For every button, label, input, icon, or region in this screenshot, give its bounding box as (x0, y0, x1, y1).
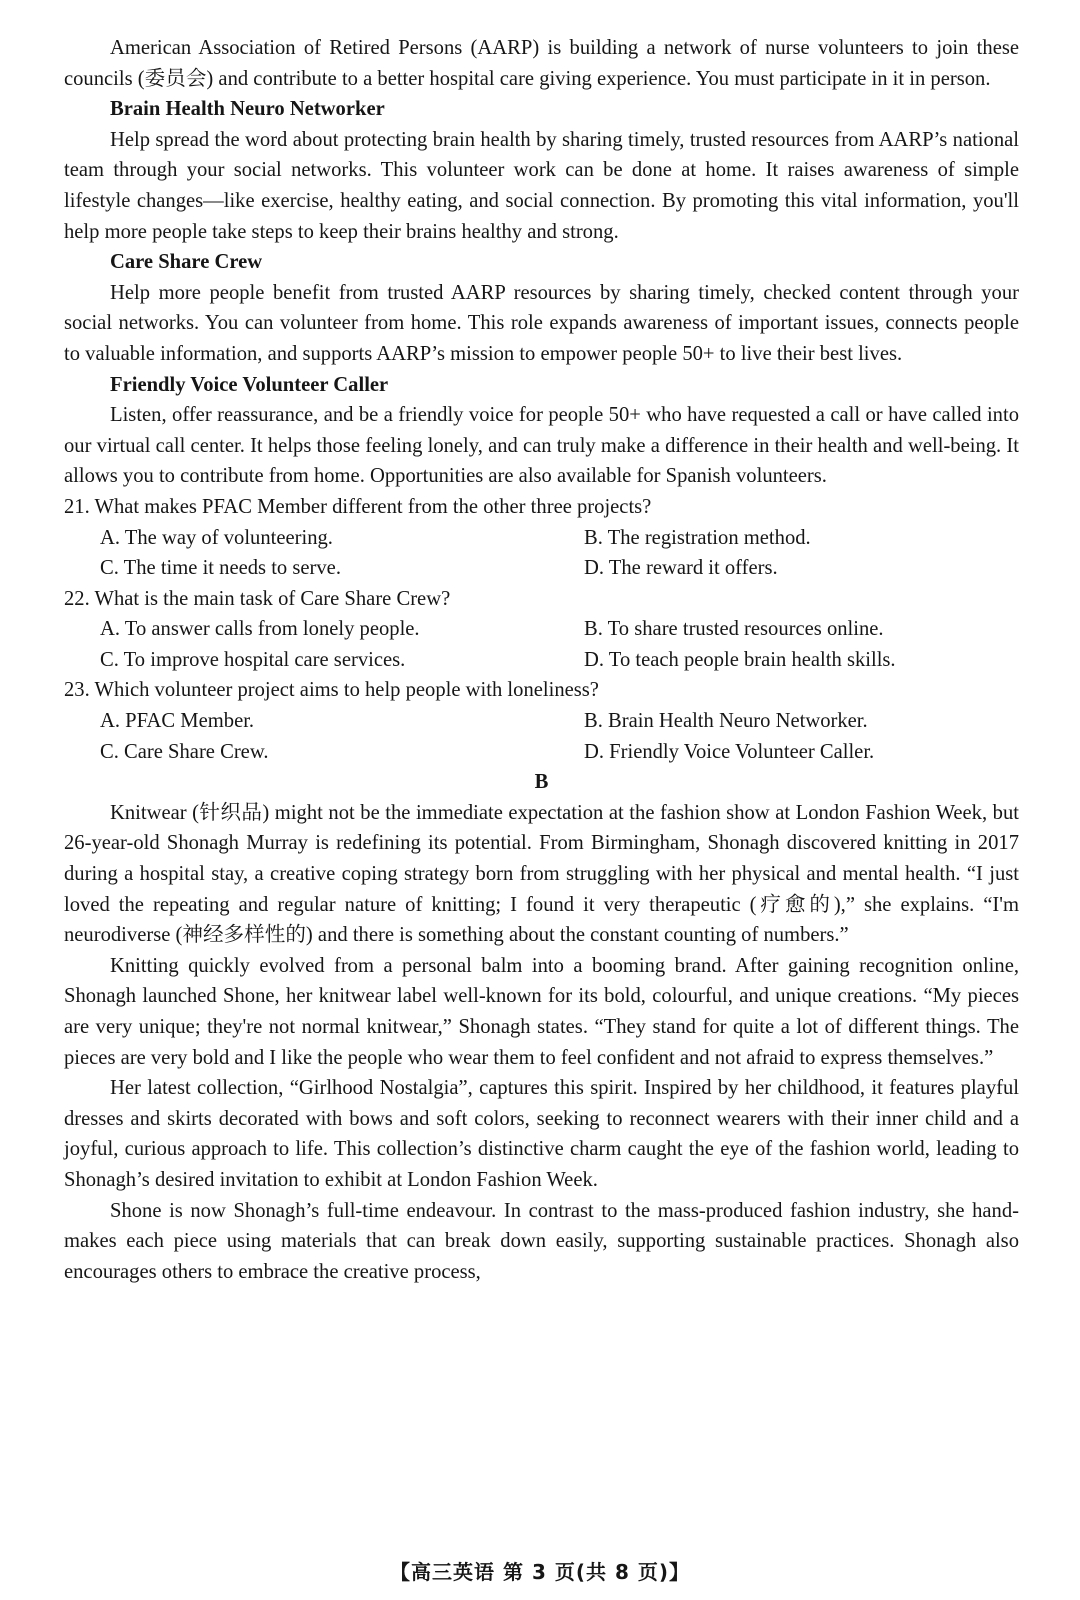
page-body (64, 33, 1019, 1287)
option-c: C. Care Share Crew. (100, 740, 269, 763)
question-22 (64, 584, 1019, 676)
option-b: B. Brain Health Neuro Networker. (584, 710, 868, 733)
option-c: C. To improve hospital care services. (100, 648, 406, 671)
option-a: A. To answer calls from lonely people. (100, 618, 420, 641)
project-description: Help more people benefit from trusted AARP resources by sharing timely, checked content through your social networks. You can volunteer from home. This role expands awareness of important issues, connects people to valuable information, and supports AARP’s mission to empower people 50+ to live their best lives. (64, 281, 1019, 365)
project-title: Friendly Voice Volunteer Caller (110, 373, 389, 396)
question-stem: 22. What is the main task of Care Share Crew? (64, 587, 451, 610)
project-description: Listen, offer reassurance, and be a friendly voice for people 50+ who have requested a call or have called into our virtual call center. It helps those feeling lonely, and can truly make a difference in their health and well-being. It allows you to contribute from home. Opportunities are also available for Spanish volunteers. (64, 404, 1019, 488)
passage-b-paragraph: Her latest collection, “Girlhood Nostalgia”, captures this spirit. Inspired by her childhood, it features playful dresses and skirts decorated with bows and soft colors, seeking to reconnect wearers with their inner child and a joyful, curious approach to life. This collection’s distinctive charm caught the eye of the fashion world, leading to Shonagh’s desired invitation to exhibit at London Fashion Week. (64, 1077, 1019, 1191)
question-stem: 23. Which volunteer project aims to help people with loneliness? (64, 679, 599, 702)
option-d: D. The reward it offers. (584, 557, 778, 580)
answer-options (64, 614, 1019, 675)
option-d: D. To teach people brain health skills. (584, 648, 896, 671)
option-d: D. Friendly Voice Volunteer Caller. (584, 740, 875, 763)
answer-options (64, 523, 1019, 584)
passage-b-paragraph: Shone is now Shonagh’s full-time endeavour. In contrast to the mass-produced fashion industry, she hand-makes each piece using materials that can break down easily, supporting sustainable practices. Shonagh also encourages others to embrace the creative process, (64, 1199, 1019, 1283)
option-b: B. The registration method. (584, 526, 811, 549)
question-23 (64, 675, 1019, 767)
project-title: Care Share Crew (110, 251, 263, 274)
passage-a-intro: American Association of Retired Persons (AARP) is building a network of nurse volunteers to join these councils (委员会) and contribute to a better hospital care giving experience. You must participate in it in person. (64, 37, 1019, 90)
question-21 (64, 492, 1019, 584)
project-friendly-voice (64, 370, 1019, 492)
passage-b-paragraph: Knitting quickly evolved from a personal balm into a booming brand. After gaining recognition online, Shonagh launched Shone, her knitwear label well-known for its bold, colourful, and unique creations. “My pieces are very unique; they're not normal knitwear,” Shonagh states. “They stand for quite a lot of different things. The pieces are very bold and I like the people who wear them to feel confident and not afraid to express themselves.” (64, 954, 1019, 1069)
option-a: A. The way of volunteering. (100, 526, 333, 549)
project-brain-health (64, 94, 1019, 247)
option-a: A. PFAC Member. (100, 710, 255, 733)
project-description: Help spread the word about protecting brain health by sharing timely, trusted resources from AARP’s national team through your social networks. This volunteer work can be done at home. It raises awareness of simple lifestyle changes—like exercise, healthy eating, and social connection. By promoting this vital information, you'll help more people take steps to keep their brains healthy and strong. (64, 128, 1019, 243)
section-b-label: B (534, 771, 549, 794)
page-footer: 【高三英语 第 3 页(共 8 页)】 (390, 1560, 690, 1584)
project-care-share (64, 247, 1019, 369)
option-b: B. To share trusted resources online. (584, 618, 884, 641)
project-title: Brain Health Neuro Networker (110, 98, 385, 121)
option-c: C. The time it needs to serve. (100, 557, 341, 580)
passage-b-paragraph: Knitwear (针织品) might not be the immediate expectation at the fashion show at London Fashion Week, but 26-year-old Shonagh Murray is redefining its potential. From Birmingham, Shonagh discovered knitting in 2017 during a hospital stay, a creative coping strategy born from struggling with her physical and mental health. “I just loved the repeating and regular nature of knitting; I found it very therapeutic (疗愈的),” she explains. “I'm neurodiverse (神经多样性的) and there is something about the constant counting of numbers.” (64, 801, 1019, 947)
question-stem: 21. What makes PFAC Member different from the other three projects? (64, 495, 652, 518)
answer-options (64, 706, 1019, 767)
